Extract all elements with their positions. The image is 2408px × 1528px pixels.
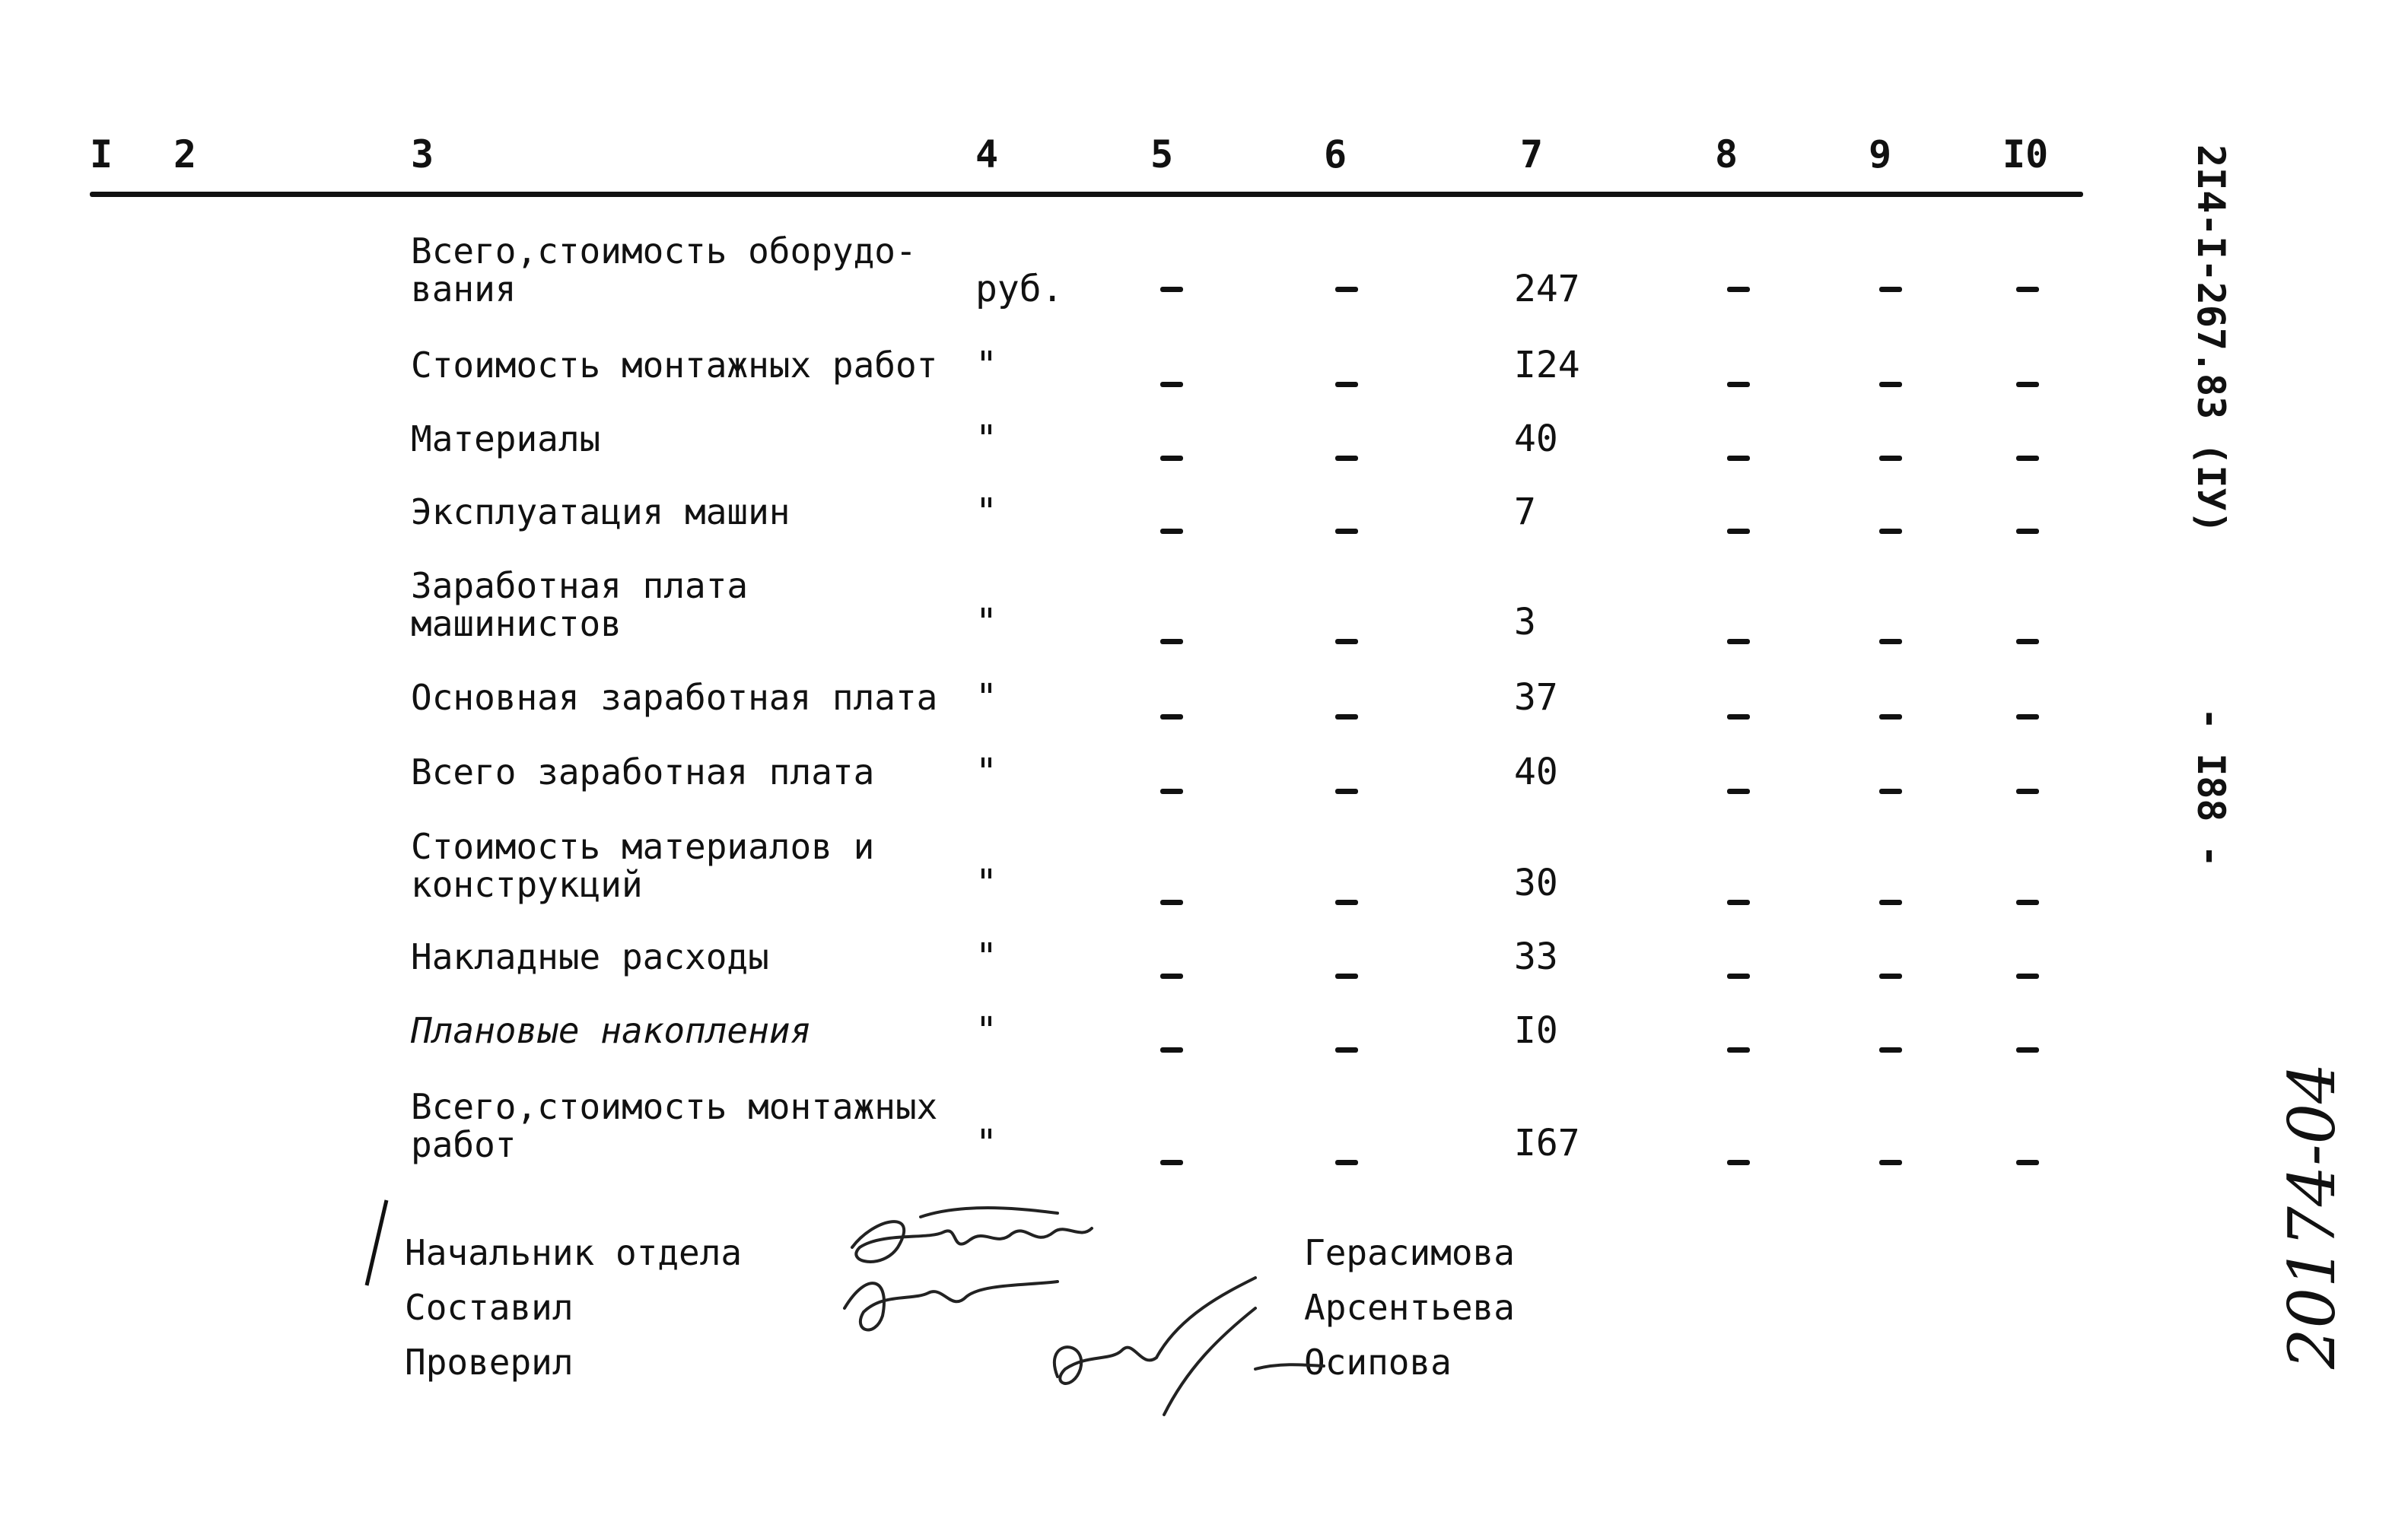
- column-header-6: 6: [1324, 132, 1347, 176]
- signature-name: Арсентьева: [1304, 1287, 1515, 1328]
- row-label: Стоимость материалов и конструкций: [411, 826, 875, 905]
- dash-cell-c6: [1335, 456, 1358, 461]
- dash-cell-c9: [1879, 974, 1902, 979]
- dash-cell-c10: [2016, 287, 2039, 292]
- dash-cell-c6: [1335, 287, 1358, 292]
- signature-name: Герасимова: [1304, 1232, 1515, 1273]
- column-header-3: 3: [411, 132, 434, 176]
- row-col7: 247: [1514, 268, 1580, 310]
- dash-cell-c8: [1727, 456, 1750, 461]
- page-number: - I88 -: [2189, 707, 2233, 868]
- row-unit: ": [975, 491, 997, 533]
- row-label: Стоимость монтажных работ: [411, 345, 938, 386]
- dash-cell-c10: [2016, 639, 2039, 644]
- dash-cell-c5: [1160, 714, 1183, 720]
- row-label: Накладные расходы: [411, 936, 769, 977]
- dash-cell-c8: [1727, 1047, 1750, 1053]
- signature-role: Начальник отдела: [405, 1232, 743, 1273]
- row-col7: 40: [1514, 751, 1558, 793]
- dash-cell-c5: [1160, 529, 1183, 534]
- row-label: Всего,стоимость монтажных работ: [411, 1086, 938, 1165]
- row-col7: I0: [1514, 1009, 1558, 1052]
- row-unit: ": [975, 862, 997, 904]
- dash-cell-c5: [1160, 382, 1183, 387]
- dash-cell-c9: [1879, 714, 1902, 720]
- row-col7: 40: [1514, 418, 1558, 460]
- row-col7: I24: [1514, 344, 1580, 386]
- dash-cell-c10: [2016, 1160, 2039, 1165]
- dash-cell-c8: [1727, 382, 1750, 387]
- row-unit: ": [975, 676, 997, 719]
- dash-cell-c6: [1335, 974, 1358, 979]
- dash-cell-c9: [1879, 789, 1902, 794]
- dash-cell-c9: [1879, 287, 1902, 292]
- dash-cell-c8: [1727, 974, 1750, 979]
- dash-cell-c6: [1335, 789, 1358, 794]
- dash-cell-c8: [1727, 1160, 1750, 1165]
- dash-cell-c9: [1879, 900, 1902, 905]
- column-header-9: 9: [1869, 132, 1892, 176]
- dash-cell-c8: [1727, 714, 1750, 720]
- row-label: Основная заработная плата: [411, 677, 938, 718]
- column-header-8: 8: [1715, 132, 1738, 176]
- row-col7: 30: [1514, 862, 1558, 904]
- row-col7: 7: [1514, 491, 1536, 533]
- dash-cell-c9: [1879, 1047, 1902, 1053]
- row-label: Всего,стоимость оборудо- вания: [411, 230, 917, 310]
- dash-cell-c8: [1727, 900, 1750, 905]
- dash-cell-c6: [1335, 900, 1358, 905]
- dash-cell-c10: [2016, 714, 2039, 720]
- column-header-10: I0: [2002, 132, 2049, 176]
- row-unit: ": [975, 418, 997, 460]
- header-rule: [90, 192, 2083, 197]
- dash-cell-c6: [1335, 382, 1358, 387]
- row-col7: 37: [1514, 676, 1558, 719]
- row-col7: 33: [1514, 936, 1558, 978]
- dash-cell-c5: [1160, 639, 1183, 644]
- dash-cell-c6: [1335, 529, 1358, 534]
- column-header-4: 4: [975, 132, 999, 176]
- dash-cell-c5: [1160, 974, 1183, 979]
- row-label: Плановые накопления: [411, 1010, 812, 1051]
- row-label: Материалы: [411, 418, 601, 459]
- dash-cell-c9: [1879, 456, 1902, 461]
- column-header-5: 5: [1150, 132, 1174, 176]
- dash-cell-c10: [2016, 974, 2039, 979]
- row-unit: руб.: [975, 268, 1064, 310]
- row-label: Эксплуатация машин: [411, 491, 790, 532]
- signature-role: Составил: [405, 1287, 574, 1328]
- row-unit: ": [975, 751, 997, 793]
- dash-cell-c6: [1335, 714, 1358, 720]
- dash-cell-c5: [1160, 1047, 1183, 1053]
- signature-role: Проверил: [405, 1342, 574, 1383]
- signature-slash: [364, 1200, 394, 1291]
- row-col7: I67: [1514, 1122, 1580, 1164]
- dash-cell-c8: [1727, 529, 1750, 534]
- column-header-7: 7: [1520, 132, 1544, 176]
- row-unit: ": [975, 601, 997, 643]
- dash-cell-c5: [1160, 1160, 1183, 1165]
- dash-cell-c5: [1160, 900, 1183, 905]
- dash-cell-c10: [2016, 529, 2039, 534]
- dash-cell-c6: [1335, 639, 1358, 644]
- row-unit: ": [975, 1009, 997, 1052]
- dash-cell-c5: [1160, 456, 1183, 461]
- dash-cell-c9: [1879, 1160, 1902, 1165]
- side-code: 2I4-I-267.83 (IУ): [2189, 145, 2233, 534]
- dash-cell-c10: [2016, 789, 2039, 794]
- row-label: Всего заработная плата: [411, 751, 875, 793]
- handwritten-signature: [829, 1187, 1362, 1430]
- dash-cell-c10: [2016, 382, 2039, 387]
- row-unit: ": [975, 344, 997, 386]
- dash-cell-c8: [1727, 639, 1750, 644]
- dash-cell-c8: [1727, 789, 1750, 794]
- column-header-2: 2: [173, 132, 197, 176]
- archive-number: 20174-04: [2275, 1063, 2349, 1369]
- dash-cell-c8: [1727, 287, 1750, 292]
- dash-cell-c5: [1160, 287, 1183, 292]
- row-unit: ": [975, 936, 997, 978]
- dash-cell-c6: [1335, 1160, 1358, 1165]
- signature-name: Осипова: [1304, 1342, 1452, 1383]
- dash-cell-c10: [2016, 1047, 2039, 1053]
- dash-cell-c9: [1879, 382, 1902, 387]
- dash-cell-c10: [2016, 900, 2039, 905]
- dash-cell-c10: [2016, 456, 2039, 461]
- row-col7: 3: [1514, 601, 1536, 643]
- dash-cell-c6: [1335, 1047, 1358, 1053]
- dash-cell-c9: [1879, 529, 1902, 534]
- row-label: Заработная плата машинистов: [411, 565, 749, 644]
- column-header-1: I: [90, 132, 113, 176]
- row-unit: ": [975, 1122, 997, 1164]
- dash-cell-c9: [1879, 639, 1902, 644]
- dash-cell-c5: [1160, 789, 1183, 794]
